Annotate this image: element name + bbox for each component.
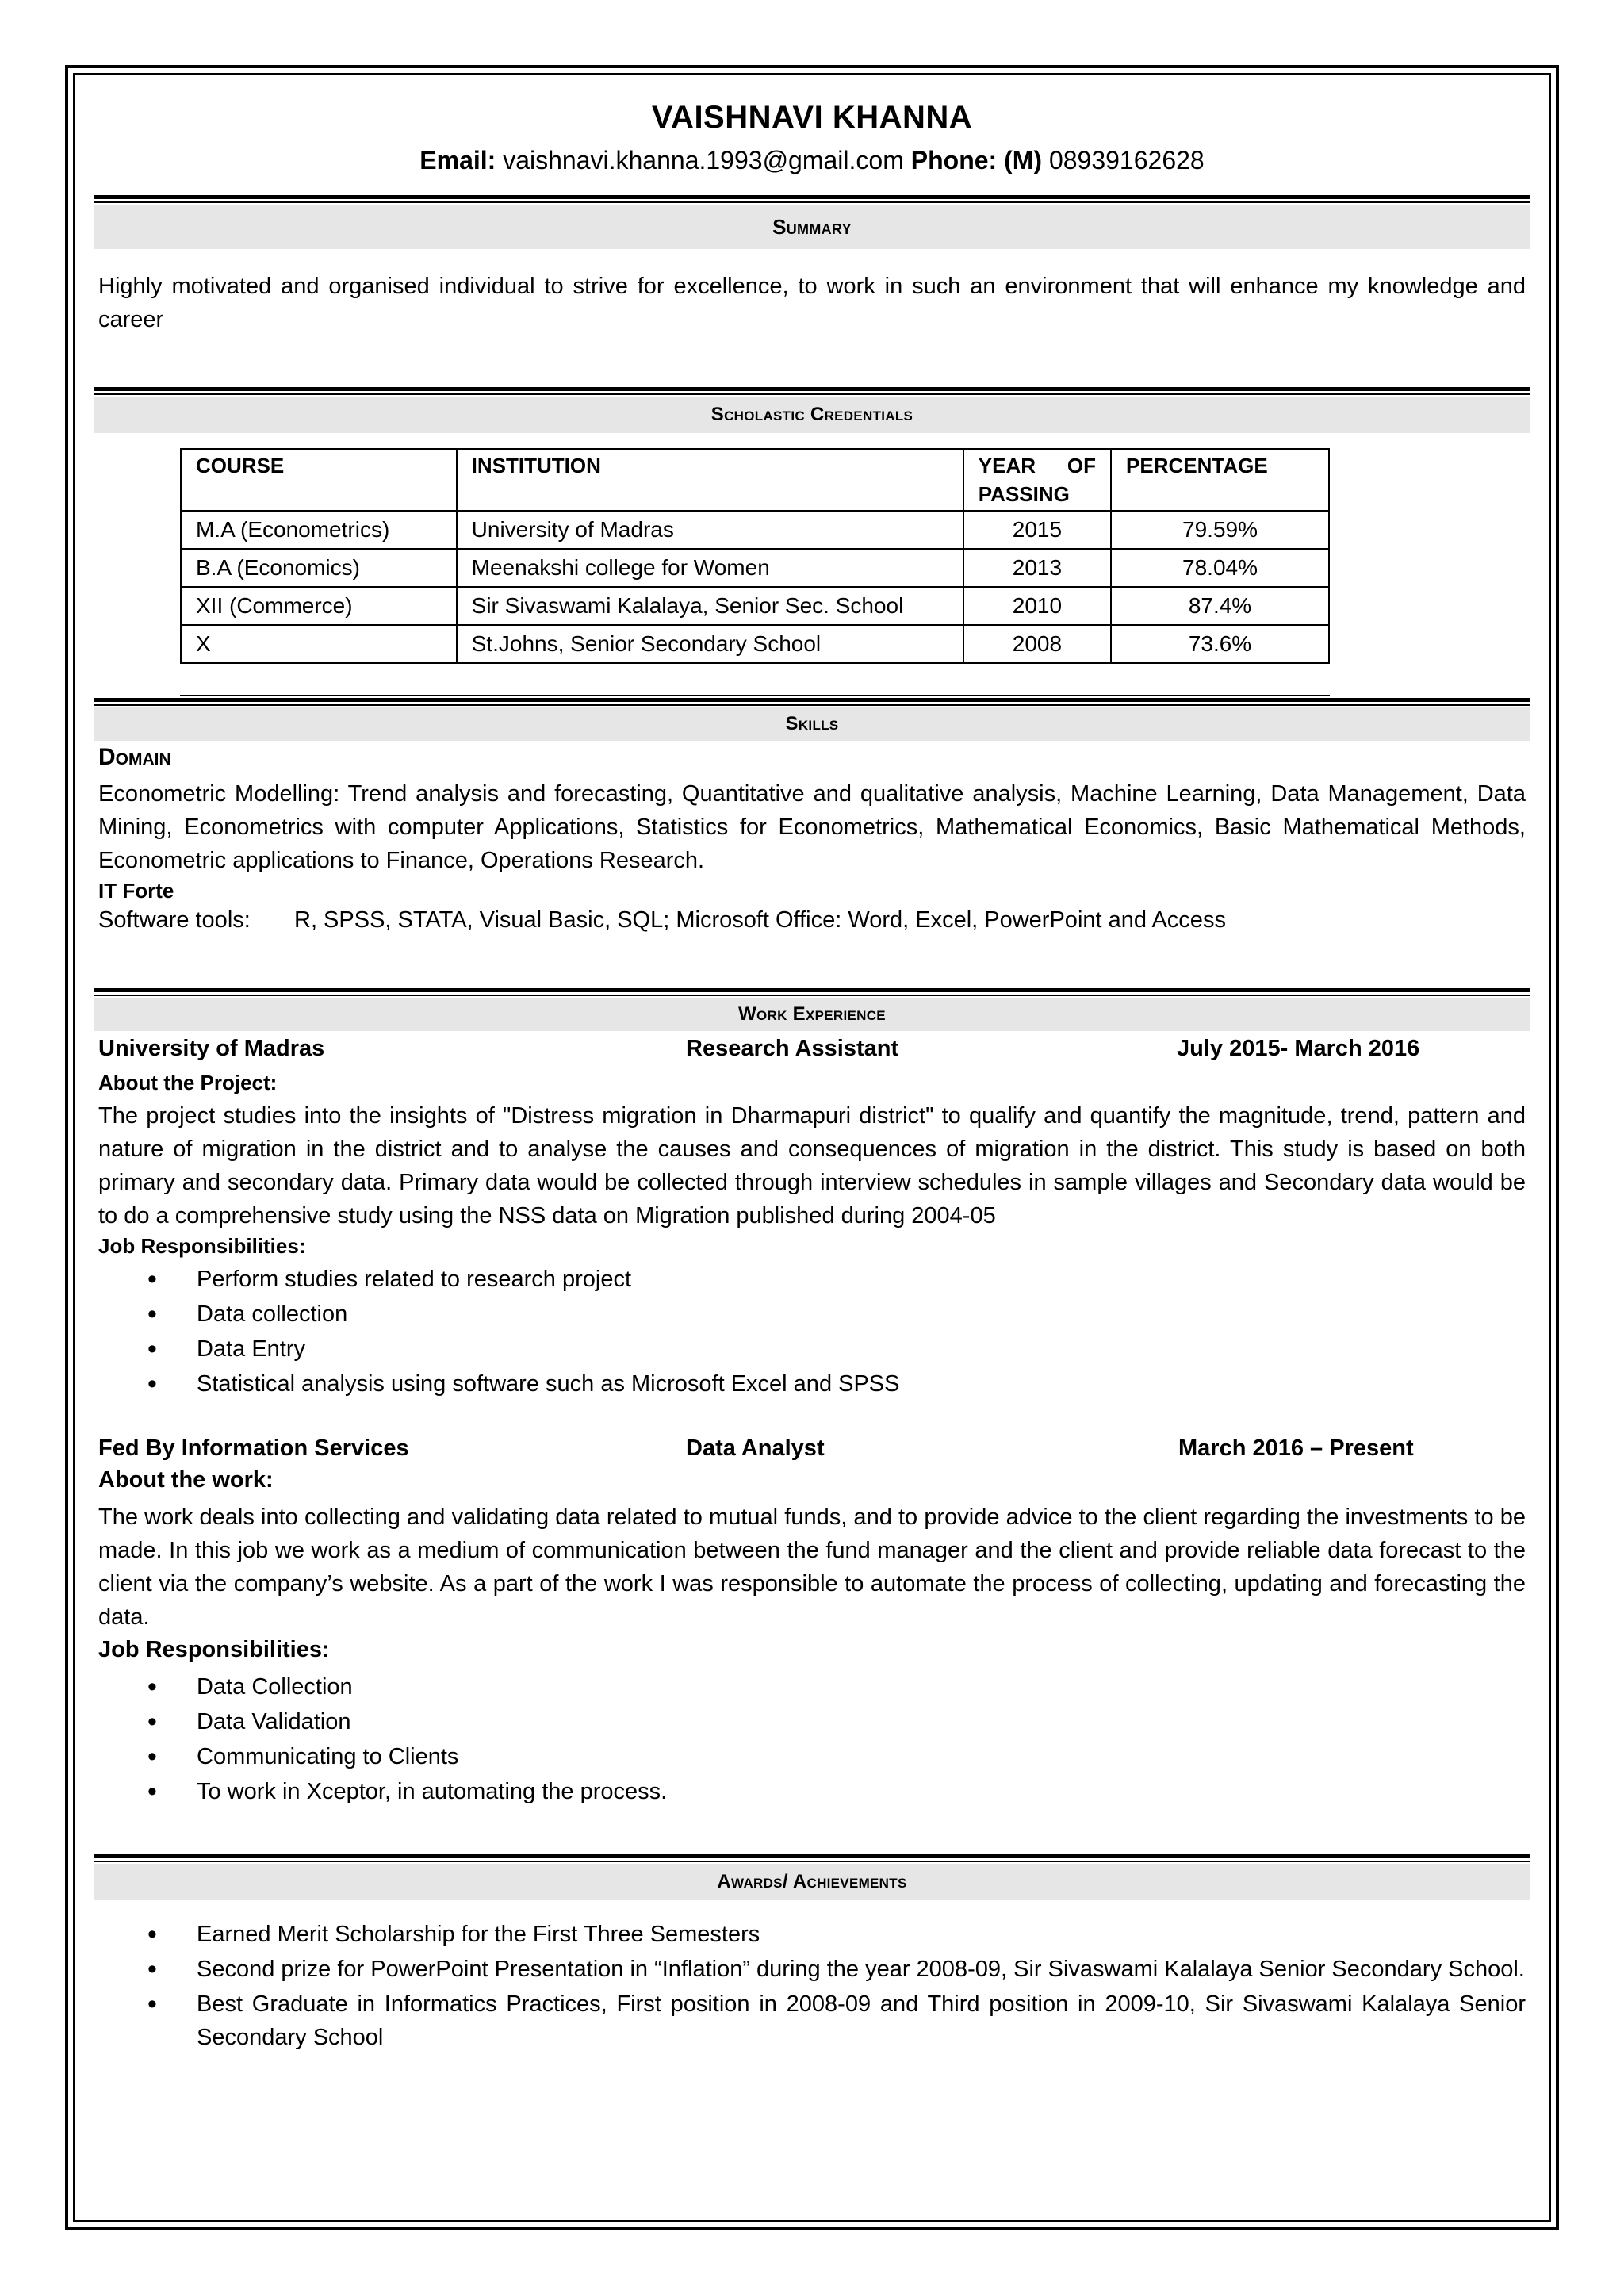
list-item: • Statistical analysis using software such as Microsoft Excel and SPSS bbox=[98, 1367, 1526, 1401]
section-rule bbox=[94, 995, 1530, 996]
section-rule bbox=[94, 1861, 1530, 1862]
job-role: Data Analyst bbox=[686, 1435, 825, 1461]
section-rule bbox=[94, 698, 1530, 702]
table-row: B.A (Economics) Meenakshi college for Women 2013 78.04% bbox=[181, 549, 1329, 587]
table-header-row bbox=[181, 449, 1329, 511]
job-description: The project studies into the insights of "Distress migration in Dharmapuri district" to qualify and quantify the magnitude, trend, pattern and nature of migration in the district and to analyse the causes and consequences of migration in the district. This study is based on both primary and secondary data. Primary data would be collected through interview schedules in sample villages and Secondary data would be to do a comprehensive study using the NSS data on Migration published during 2004-05 bbox=[98, 1103, 1526, 1228]
list-item: • Second prize for PowerPoint Presentation in “Inflation” during the year 2008-09, Sir Sivaswami Kalalaya Senior Secondary School. bbox=[98, 1953, 1526, 1986]
table-underline bbox=[180, 695, 1330, 696]
job-org: University of Madras bbox=[98, 1036, 325, 1061]
list-item: • Data Collection bbox=[98, 1670, 1526, 1704]
summary-text: Highly motivated and organised individual to strive for excellence, to work in such an environment that will enhance my knowledge and career bbox=[98, 274, 1526, 332]
list-item: • Data collection bbox=[98, 1297, 1526, 1331]
section-rule bbox=[94, 704, 1530, 706]
table-row: X St.Johns, Senior Secondary School 2008 73.6% bbox=[181, 625, 1329, 663]
table-row: XII (Commerce) Sir Sivaswami Kalalaya, Senior Sec. School 2010 87.4% bbox=[181, 587, 1329, 625]
col-header-percentage: PERCENTAGE bbox=[1111, 449, 1329, 511]
about-label: About the Project: bbox=[98, 1071, 278, 1094]
section-title-skills: Skills bbox=[94, 707, 1530, 741]
phone-label: Phone: (M) bbox=[910, 146, 1043, 174]
col-header-course: COURSE bbox=[181, 449, 457, 511]
job-header-1 bbox=[98, 1036, 1526, 1068]
list-item: • To work in Xceptor, in automating the process. bbox=[98, 1775, 1526, 1808]
section-rule bbox=[94, 1854, 1530, 1858]
section-title-scholastic: Scholastic Credentials bbox=[94, 397, 1530, 433]
section-rule bbox=[94, 988, 1530, 992]
responsibilities-list bbox=[98, 1263, 1526, 1402]
col-header-year: YEAR OF PASSING bbox=[963, 449, 1111, 511]
about-label: About the work: bbox=[98, 1467, 274, 1493]
software-line bbox=[98, 907, 1226, 933]
job-period: July 2015- March 2016 bbox=[1177, 1036, 1420, 1061]
responsibilities-label: Job Responsibilities: bbox=[98, 1234, 306, 1258]
section-title-awards: Awards/ Achievements bbox=[94, 1864, 1530, 1900]
job-org: Fed By Information Services bbox=[98, 1435, 409, 1461]
software-text: R, SPSS, STATA, Visual Basic, SQL; Microsoft Office: Word, Excel, PowerPoint and Access bbox=[294, 907, 1226, 933]
awards-list bbox=[98, 1918, 1526, 2056]
section-rule bbox=[94, 201, 1530, 203]
job-role: Research Assistant bbox=[686, 1036, 899, 1061]
job-description: The work deals into collecting and validating data related to mutual funds, and to provide advice to the client regarding the investments to be made. In this job we work as a medium of communication between the fund manager and the client and provide reliable data forecast to the client via the company’s website. As a part of the work I was responsible to automate the process of collecting, updating and forecasting the data. bbox=[98, 1504, 1526, 1630]
email-value: vaishnavi.khanna.1993@gmail.com bbox=[503, 146, 904, 174]
section-rule bbox=[94, 387, 1530, 391]
table-row: M.A (Econometrics) University of Madras 2015 79.59% bbox=[181, 511, 1329, 549]
list-item: • Earned Merit Scholarship for the First Three Semesters bbox=[98, 1918, 1526, 1951]
list-item: • Data Validation bbox=[98, 1705, 1526, 1738]
section-rule bbox=[94, 195, 1530, 199]
contact-line bbox=[0, 146, 1624, 175]
job-header-2 bbox=[98, 1435, 1526, 1467]
responsibilities-list bbox=[98, 1670, 1526, 1810]
it-forte-label: IT Forte bbox=[98, 879, 174, 903]
responsibilities-label: Job Responsibilities: bbox=[98, 1637, 330, 1662]
domain-text: Econometric Modelling: Trend analysis and forecasting, Quantitative and qualitative analysis, Machine Learning, Data Management, Data Mining, Econometrics with computer Applications, Statistics for Econometrics, Mathematical Economics, Basic Mathematical Methods, Econometric applications to Finance, Operations Research. bbox=[98, 781, 1526, 873]
section-title-summary: Summary bbox=[94, 205, 1530, 249]
domain-label: Domain bbox=[98, 744, 171, 770]
list-item: • Communicating to Clients bbox=[98, 1740, 1526, 1773]
software-label: Software tools: bbox=[98, 907, 251, 933]
phone-value: 08939162628 bbox=[1048, 146, 1205, 174]
email-label: Email: bbox=[419, 146, 496, 174]
section-rule bbox=[94, 393, 1530, 395]
section-title-work: Work Experience bbox=[94, 998, 1530, 1031]
credentials-table bbox=[180, 448, 1330, 664]
list-item: • Data Entry bbox=[98, 1332, 1526, 1366]
col-header-institution: INSTITUTION bbox=[457, 449, 963, 511]
job-period: March 2016 – Present bbox=[1178, 1435, 1414, 1461]
list-item: • Perform studies related to research project bbox=[98, 1263, 1526, 1296]
candidate-name: VAISHNAVI KHANNA bbox=[651, 100, 973, 135]
list-item: • Best Graduate in Informatics Practices, First position in 2008-09 and Third position in 2009-10, Sir Sivaswami Kalalaya Senior Secondary School bbox=[98, 1987, 1526, 2054]
